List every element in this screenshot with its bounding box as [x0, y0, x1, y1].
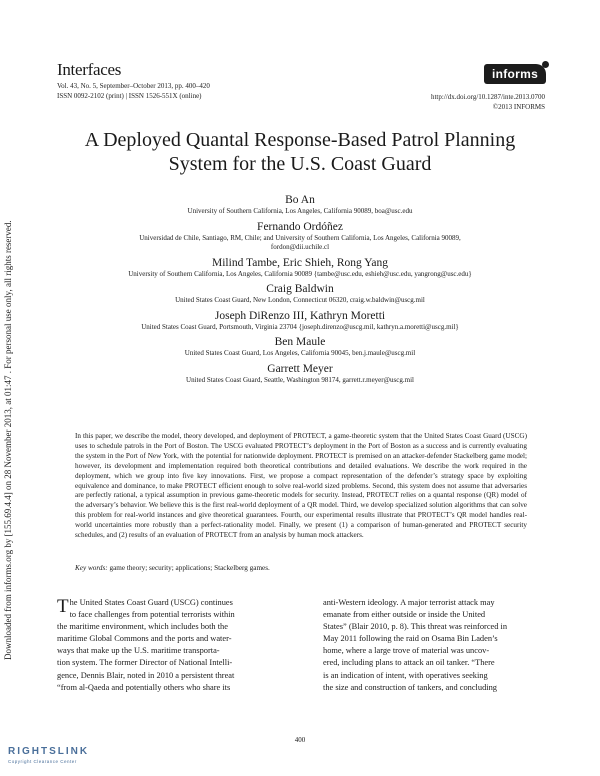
author-block — [80, 363, 520, 386]
body-line: is an indication of intent, with operatives seeking — [323, 670, 488, 680]
body-line: the maritime environment, which includes both the — [57, 622, 228, 632]
author-name: Craig Baldwin — [266, 283, 334, 295]
logo-dot-icon — [542, 61, 549, 68]
rightslink-logo[interactable]: RIGHTSLINK — [8, 746, 90, 757]
body-line: gence, Dennis Blair, noted in 2010 a persistent threat — [57, 670, 235, 680]
body-line: tion system. The former Director of National Intelli- — [57, 658, 233, 668]
author-name: Bo An — [285, 194, 315, 206]
author-block — [80, 283, 520, 306]
author-block — [80, 194, 520, 217]
keywords-text: game theory; security; applications; Stackelberg games. — [109, 564, 270, 572]
keywords-label: Key words: — [75, 564, 108, 572]
abstract: In this paper, we describe the model, theory developed, and deployment of PROTECT, a game-theoretic system that the United States Coast Guard (USCG) uses to schedule patrols in the Port of Boston. The USCG evaluated PROTECT’s deployment in the Port of Boston as a success and is currently evaluating the system in the Port of New York, with the potential for nationwide deployment. PROTECT is premised on an attacker-defender Stackelberg game model; however, its development and implementation required both theoretical contributions and detailed evaluations. We describe the work required in the deployment, which we group into five key innovations. First, we propose a compact representation of the defender’s strategy space by exploiting equivalence and dominance, to make PROTECT efficient enough to solve real-world sized problems. Second, this system does not assume that adversaries are perfectly rational, a typical assumption in previous game-theoretic models for security. Instead, PROTECT relies on a quantal response (QR) model of the adversary’s behavior. We believe this is the first real-world deployment of a QR model. Third, we develop specialized solution algorithms that can solve this problem for real-world instances and give theoretical guarantees. Fourth, our experimental results illustrate that PROTECT’s QR model handles real-world uncertainties more robustly than a perfect-rationality model. Finally, we present (1) a comparison of human-generated and PROTECT security schedules, and (2) results of an evaluation of PROTECT from an analysis by human mock attackers. — [75, 432, 527, 540]
author-affiliation: United States Coast Guard, Portsmouth, Virginia 23704 {joseph.direnzo@uscg.mil, kathryn.a.moretti@uscg.mil} — [141, 322, 459, 331]
author-affiliation: fordon@dii.uchile.cl — [270, 243, 330, 251]
author-name: Ben Maule — [274, 336, 326, 348]
author-block — [80, 257, 520, 280]
download-notice: Downloaded from informs.org by [155.69.4.4] on 28 November 2013, at 01:47 . For personal use only, all rights reserved. — [3, 220, 13, 660]
body-line: May 2011 following the raid on Osama Bin Laden’s — [323, 634, 498, 644]
doi-block — [431, 92, 545, 112]
author-block — [80, 310, 520, 333]
author-affiliation: United States Coast Guard, Seattle, Washington 98174, garrett.r.meyer@uscg.mil — [186, 375, 414, 384]
author-affiliation: Universidad de Chile, Santiago, RM, Chile; and University of Southern California, Los Angeles, California 90089, — [139, 233, 461, 242]
author-affiliation: United States Coast Guard, Los Angeles, California 90045, ben.j.maule@uscg.mil — [184, 349, 416, 357]
author-name: Fernando Ordóñez — [257, 220, 343, 233]
journal-meta — [57, 81, 210, 101]
author-name: Joseph DiRenzo III, Kathryn Moretti — [214, 309, 386, 322]
body-line: to face challenges from potential terrorists within — [69, 610, 235, 620]
body-line: emanate from either outside or inside the United — [323, 610, 486, 620]
author-block — [80, 221, 520, 253]
body-line: he United States Coast Guard (USCG) continues — [69, 598, 233, 607]
author-affiliation: University of Southern California, Los Angeles, California 90089 {tambe@usc.edu, eshieh@usc.edu, yangrong@usc.edu} — [128, 269, 472, 278]
informs-logo — [484, 64, 546, 84]
author-list — [80, 190, 520, 385]
author-block — [80, 336, 520, 359]
issn-line: ISSN 0092-2102 (print) | ISSN 1526-551X (online) — [57, 92, 202, 100]
body-line: States” (Blair 2010, p. 8). This threat was reinforced in — [323, 622, 508, 632]
body-line: “from al-Qaeda and potentially others who share its — [57, 682, 231, 692]
body-line: maritime Global Commons and the ports and water- — [57, 634, 232, 644]
informs-logo-text: informs — [491, 67, 539, 81]
title-line: A Deployed Quantal Response-Based Patrol Planning — [84, 129, 516, 151]
body-column-left — [57, 597, 277, 694]
body-line: ways that make up the U.S. maritime transporta- — [57, 646, 220, 656]
copyright: ©2013 INFORMS — [492, 103, 545, 111]
body-line: the size and construction of tankers, and concluding — [323, 682, 497, 692]
body-line: home, where a large trove of material was uncov- — [323, 646, 490, 656]
doi-link[interactable]: http://dx.doi.org/10.1287/inte.2013.0700 — [430, 93, 545, 101]
author-affiliation: University of Southern California, Los Angeles, California 90089, boa@usc.edu — [187, 207, 413, 215]
journal-name: Interfaces — [57, 60, 122, 79]
author-name: Garrett Meyer — [267, 362, 333, 375]
body-line: anti-Western ideology. A major terrorist attack may — [323, 598, 495, 607]
volume-line: Vol. 43, No. 5, September–October 2013, pp. 400–420 — [57, 82, 210, 90]
body-line: ered, including plans to attack an oil tanker. “There — [323, 658, 495, 668]
body-column-right — [323, 597, 543, 694]
title-line: System for the U.S. Coast Guard — [168, 153, 432, 175]
keywords — [75, 564, 527, 572]
author-name: Milind Tambe, Eric Shieh, Rong Yang — [212, 256, 388, 269]
paper-title — [70, 128, 530, 176]
rightslink-tagline: Copyright Clearance Center — [8, 759, 77, 764]
author-affiliation: United States Coast Guard, New London, Connecticut 06320, craig.w.baldwin@uscg.mil — [175, 296, 425, 304]
page-number: 400 — [294, 736, 306, 744]
drop-cap: T — [57, 596, 69, 617]
